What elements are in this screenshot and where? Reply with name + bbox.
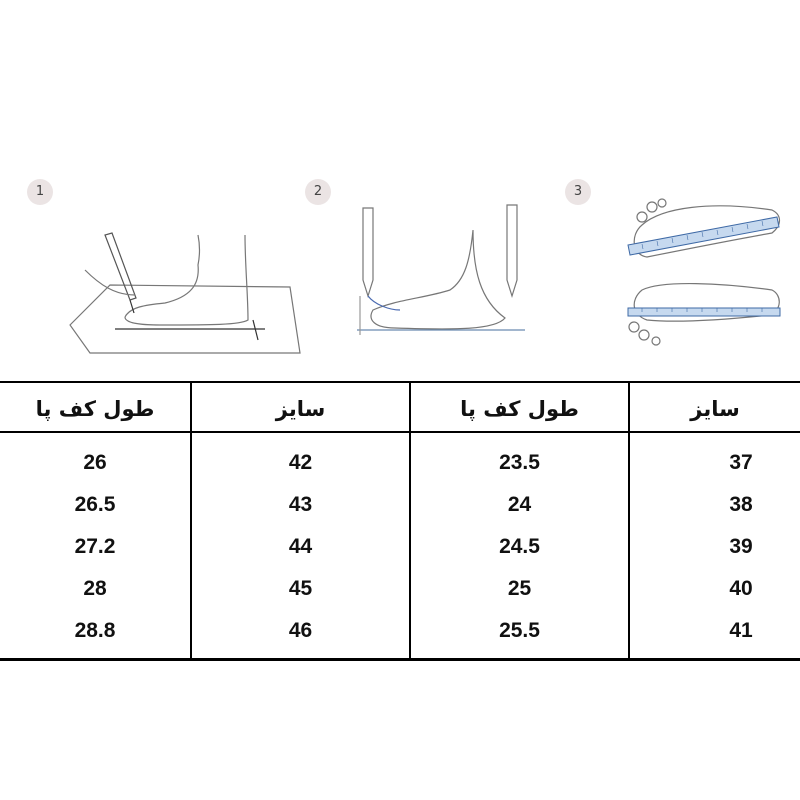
header-foot-length-left: طول کف پا <box>35 397 155 421</box>
table-cell: 28.8 <box>74 619 116 642</box>
table-cell: 24 <box>507 493 532 516</box>
measurement-steps <box>0 0 800 380</box>
foot-ruler-icon <box>622 195 787 350</box>
table-cell: 28 <box>83 577 107 600</box>
table-cell: 25.5 <box>499 619 540 642</box>
header-size-left: سایز <box>275 397 326 421</box>
table-cell: 23.5 <box>499 451 540 474</box>
table-cell: 37 <box>729 451 753 474</box>
table-cell: 42 <box>288 451 313 474</box>
foot-marking-icon <box>355 200 530 340</box>
step-3-badge: 3 <box>565 179 591 205</box>
header-divider <box>0 431 800 433</box>
table-cell: 40 <box>729 577 753 600</box>
table-cell: 44 <box>288 535 313 558</box>
header-size-right: سایز <box>690 397 740 421</box>
table-cell: 25 <box>507 577 532 600</box>
table-cell: 46 <box>288 619 313 642</box>
table-cell: 43 <box>288 493 313 516</box>
table-bottom-border <box>0 658 800 661</box>
table-cell: 41 <box>729 619 753 642</box>
header-foot-length-right: طول کف پا <box>460 397 579 421</box>
table-cell: 38 <box>729 493 753 516</box>
foot-tracing-icon <box>60 225 310 355</box>
table-cell: 27.2 <box>74 535 116 558</box>
table-cell: 39 <box>729 535 753 558</box>
step-2-badge: 2 <box>305 179 331 205</box>
table-cell: 26.5 <box>74 493 116 516</box>
step-1-badge: 1 <box>27 179 53 205</box>
table-cell: 45 <box>288 577 313 600</box>
size-chart-table <box>0 381 800 661</box>
table-cell: 26 <box>83 451 107 474</box>
table-cell: 24.5 <box>499 535 540 558</box>
table-top-border <box>0 381 800 383</box>
